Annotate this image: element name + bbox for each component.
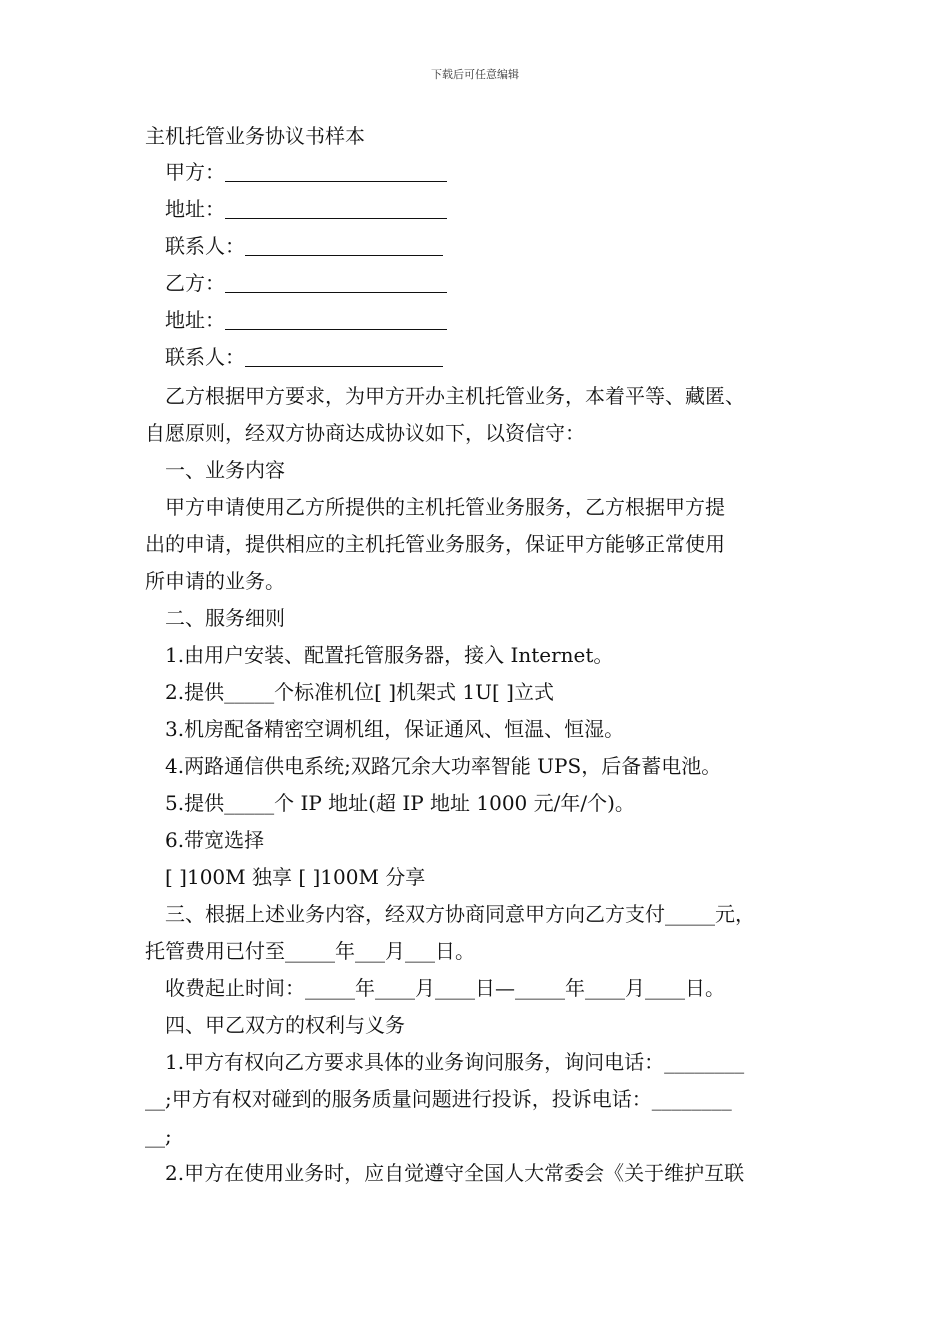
party-a-label: 甲方： bbox=[165, 160, 225, 184]
section-3-line-1: 三、根据上述业务内容，经双方协商同意甲方向乙方支付_____元， bbox=[165, 902, 755, 926]
party-a-contact-line bbox=[165, 232, 443, 260]
party-b-line bbox=[165, 269, 447, 297]
service-item-4: 4.两路通信供电系统;双路冗余大功率智能 UPS，后备蓄电池。 bbox=[165, 754, 722, 778]
service-item-3: 3.机房配备精密空调机组，保证通风、恒温、恒湿。 bbox=[165, 717, 625, 741]
party-a-blank bbox=[225, 161, 447, 182]
section-2-title: 二、服务细则 bbox=[165, 606, 285, 630]
party-a-address-line bbox=[165, 195, 447, 223]
section-4-item-1-line-3: __; bbox=[145, 1124, 172, 1148]
section-1-line-2: 出的申请，提供相应的主机托管业务服务，保证甲方能够正常使用 bbox=[145, 532, 725, 556]
section-1-title: 一、业务内容 bbox=[165, 458, 285, 482]
section-4-item-2-line-1: 2.甲方在使用业务时，应自觉遵守全国人大常委会《关于维护互联 bbox=[165, 1161, 745, 1185]
party-b-blank bbox=[225, 272, 447, 293]
service-item-6: 6.带宽选择 bbox=[165, 828, 265, 852]
party-b-address-line bbox=[165, 306, 447, 334]
party-b-contact-line bbox=[165, 343, 443, 371]
section-3-line-3: 收费起止时间：_____年____月____日—_____年____月____日。 bbox=[165, 976, 725, 1000]
party-a-address-blank bbox=[225, 198, 447, 219]
section-1-line-1: 甲方申请使用乙方所提供的主机托管业务服务，乙方根据甲方提 bbox=[165, 495, 725, 519]
party-a-contact-label: 联系人： bbox=[165, 234, 245, 258]
party-b-contact-blank bbox=[245, 346, 443, 367]
party-a-line bbox=[165, 158, 447, 186]
section-4-item-1-line-2: __;甲方有权对碰到的服务质量问题进行投诉，投诉电话：________ bbox=[145, 1087, 732, 1111]
service-item-1: 1.由用户安装、配置托管服务器，接入 Internet。 bbox=[165, 643, 614, 667]
party-b-address-blank bbox=[225, 309, 447, 330]
page-header: 下载后可任意编辑 bbox=[431, 68, 519, 81]
party-b-address-label: 地址： bbox=[165, 308, 225, 332]
section-4-item-1-line-1: 1.甲方有权向乙方要求具体的业务询问服务，询问电话：________ bbox=[165, 1050, 745, 1074]
party-a-contact-blank bbox=[245, 235, 443, 256]
section-3-line-2: 托管费用已付至_____年___月___日。 bbox=[145, 939, 475, 963]
document-title: 主机托管业务协议书样本 bbox=[145, 124, 365, 148]
party-a-address-label: 地址： bbox=[165, 197, 225, 221]
section-1-line-3: 所申请的业务。 bbox=[145, 569, 285, 593]
bandwidth-options: [ ]100M 独享 [ ]100M 分享 bbox=[165, 865, 426, 889]
intro-line-2: 自愿原则，经双方协商达成协议如下，以资信守： bbox=[145, 421, 585, 445]
party-b-label: 乙方： bbox=[165, 271, 225, 295]
service-item-5: 5.提供_____个 IP 地址(超 IP 地址 1000 元/年/个)。 bbox=[165, 791, 635, 815]
intro-line-1: 乙方根据甲方要求，为甲方开办主机托管业务，本着平等、藏匿、 bbox=[165, 384, 745, 408]
party-b-contact-label: 联系人： bbox=[165, 345, 245, 369]
service-item-2: 2.提供_____个标准机位[ ]机架式 1U[ ]立式 bbox=[165, 680, 554, 704]
section-4-title: 四、甲乙双方的权利与义务 bbox=[165, 1013, 405, 1037]
